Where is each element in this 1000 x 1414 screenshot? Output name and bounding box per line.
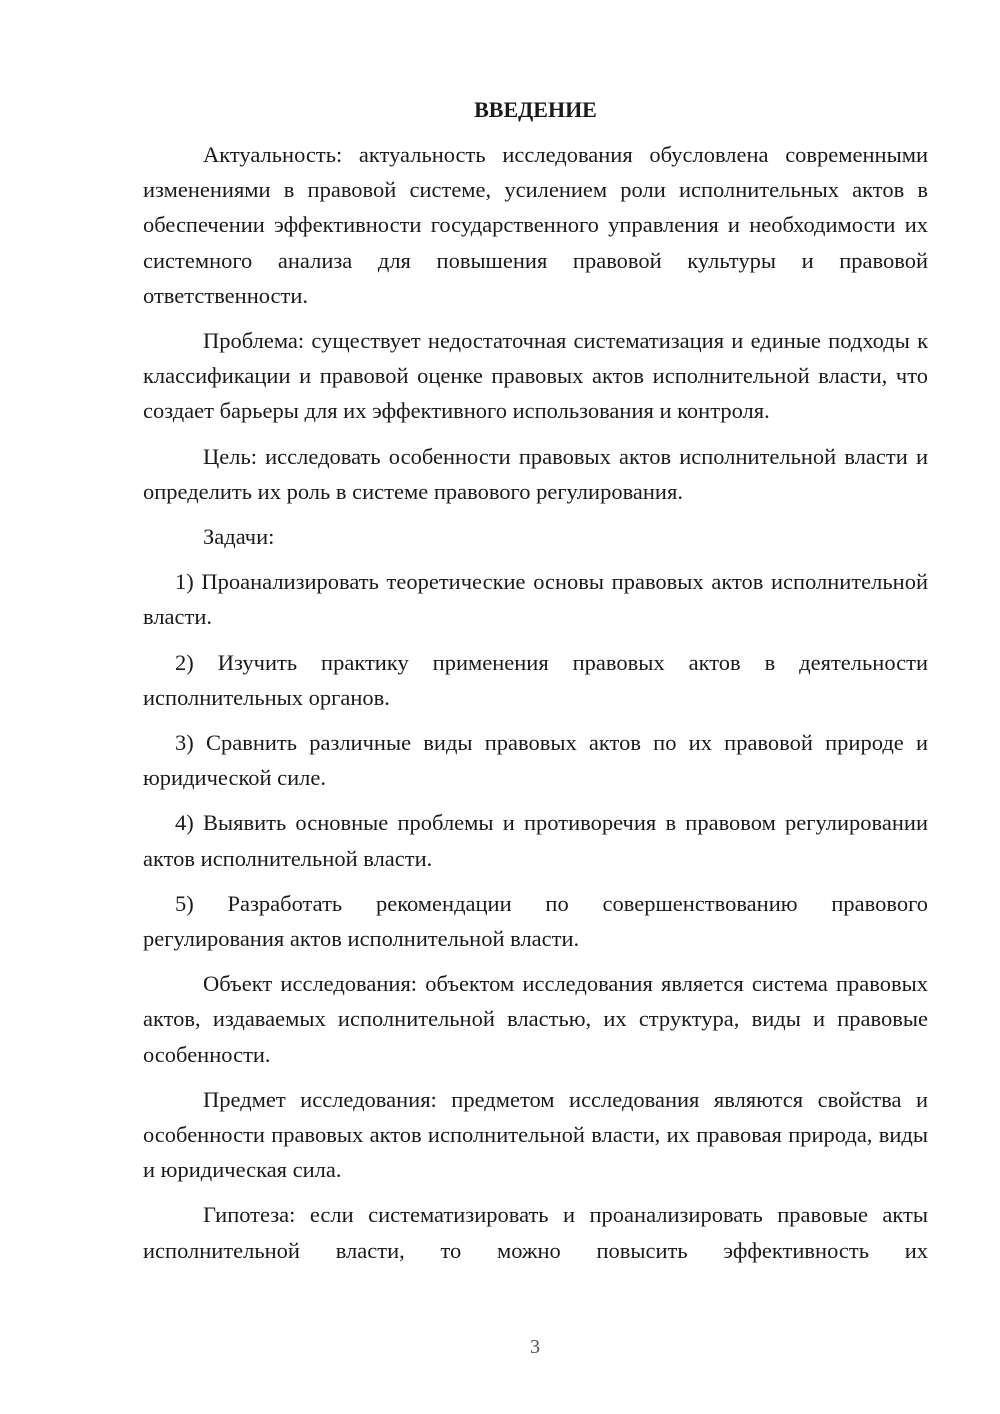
- relevance-paragraph: Актуальность: актуальность исследования обусловлена современными изменениями в правовой системе, усилением роли исполнительных актов в обеспечении эффективности государственного управления и необходимости их системного анализа для повышения правовой культуры и правовой ответственности.: [143, 142, 928, 308]
- task-item-3: 3) Сравнить различные виды правовых актов по их правовой природе и юридической силе.: [143, 730, 928, 791]
- section-heading: ВВЕДЕНИЕ: [474, 97, 597, 122]
- problem-paragraph: Проблема: существует недостаточная систематизация и единые подходы к классификации и правовой оценке правовых актов исполнительной власти, что создает барьеры для их эффективного использования и контроля.: [143, 328, 928, 424]
- task-item-1: 1) Проанализировать теоретические основы правовых актов исполнительной власти.: [143, 569, 928, 630]
- task-item-5: 5) Разработать рекомендации по совершенствованию правового регулирования актов исполнительной власти.: [143, 890, 928, 952]
- hypothesis-paragraph: Гипотеза: если систематизировать и проанализировать правовые акты исполнительной власти, то можно повысить эффективность их: [143, 1202, 928, 1263]
- document-body: [143, 95, 928, 1278]
- subject-paragraph: Предмет исследования: предметом исследования являются свойства и особенности правовых актов исполнительной власти, их правовая природа, виды и юридическая сила.: [143, 1086, 928, 1183]
- page-number: 3: [530, 1336, 540, 1358]
- tasks-label: Задачи:: [203, 524, 275, 550]
- object-paragraph: Объект исследования: объектом исследования является система правовых актов, издаваемых исполнительной властью, их структура, виды и правовые особенности.: [143, 971, 928, 1067]
- task-item-2: 2) Изучить практику применения правовых актов в деятельности исполнительных органов.: [143, 649, 928, 710]
- task-item-4: 4) Выявить основные проблемы и противоречия в правовом регулировании актов исполнительной власти.: [143, 810, 928, 871]
- goal-paragraph: Цель: исследовать особенности правовых актов исполнительной власти и определить их роль в системе правового регулирования.: [143, 443, 928, 504]
